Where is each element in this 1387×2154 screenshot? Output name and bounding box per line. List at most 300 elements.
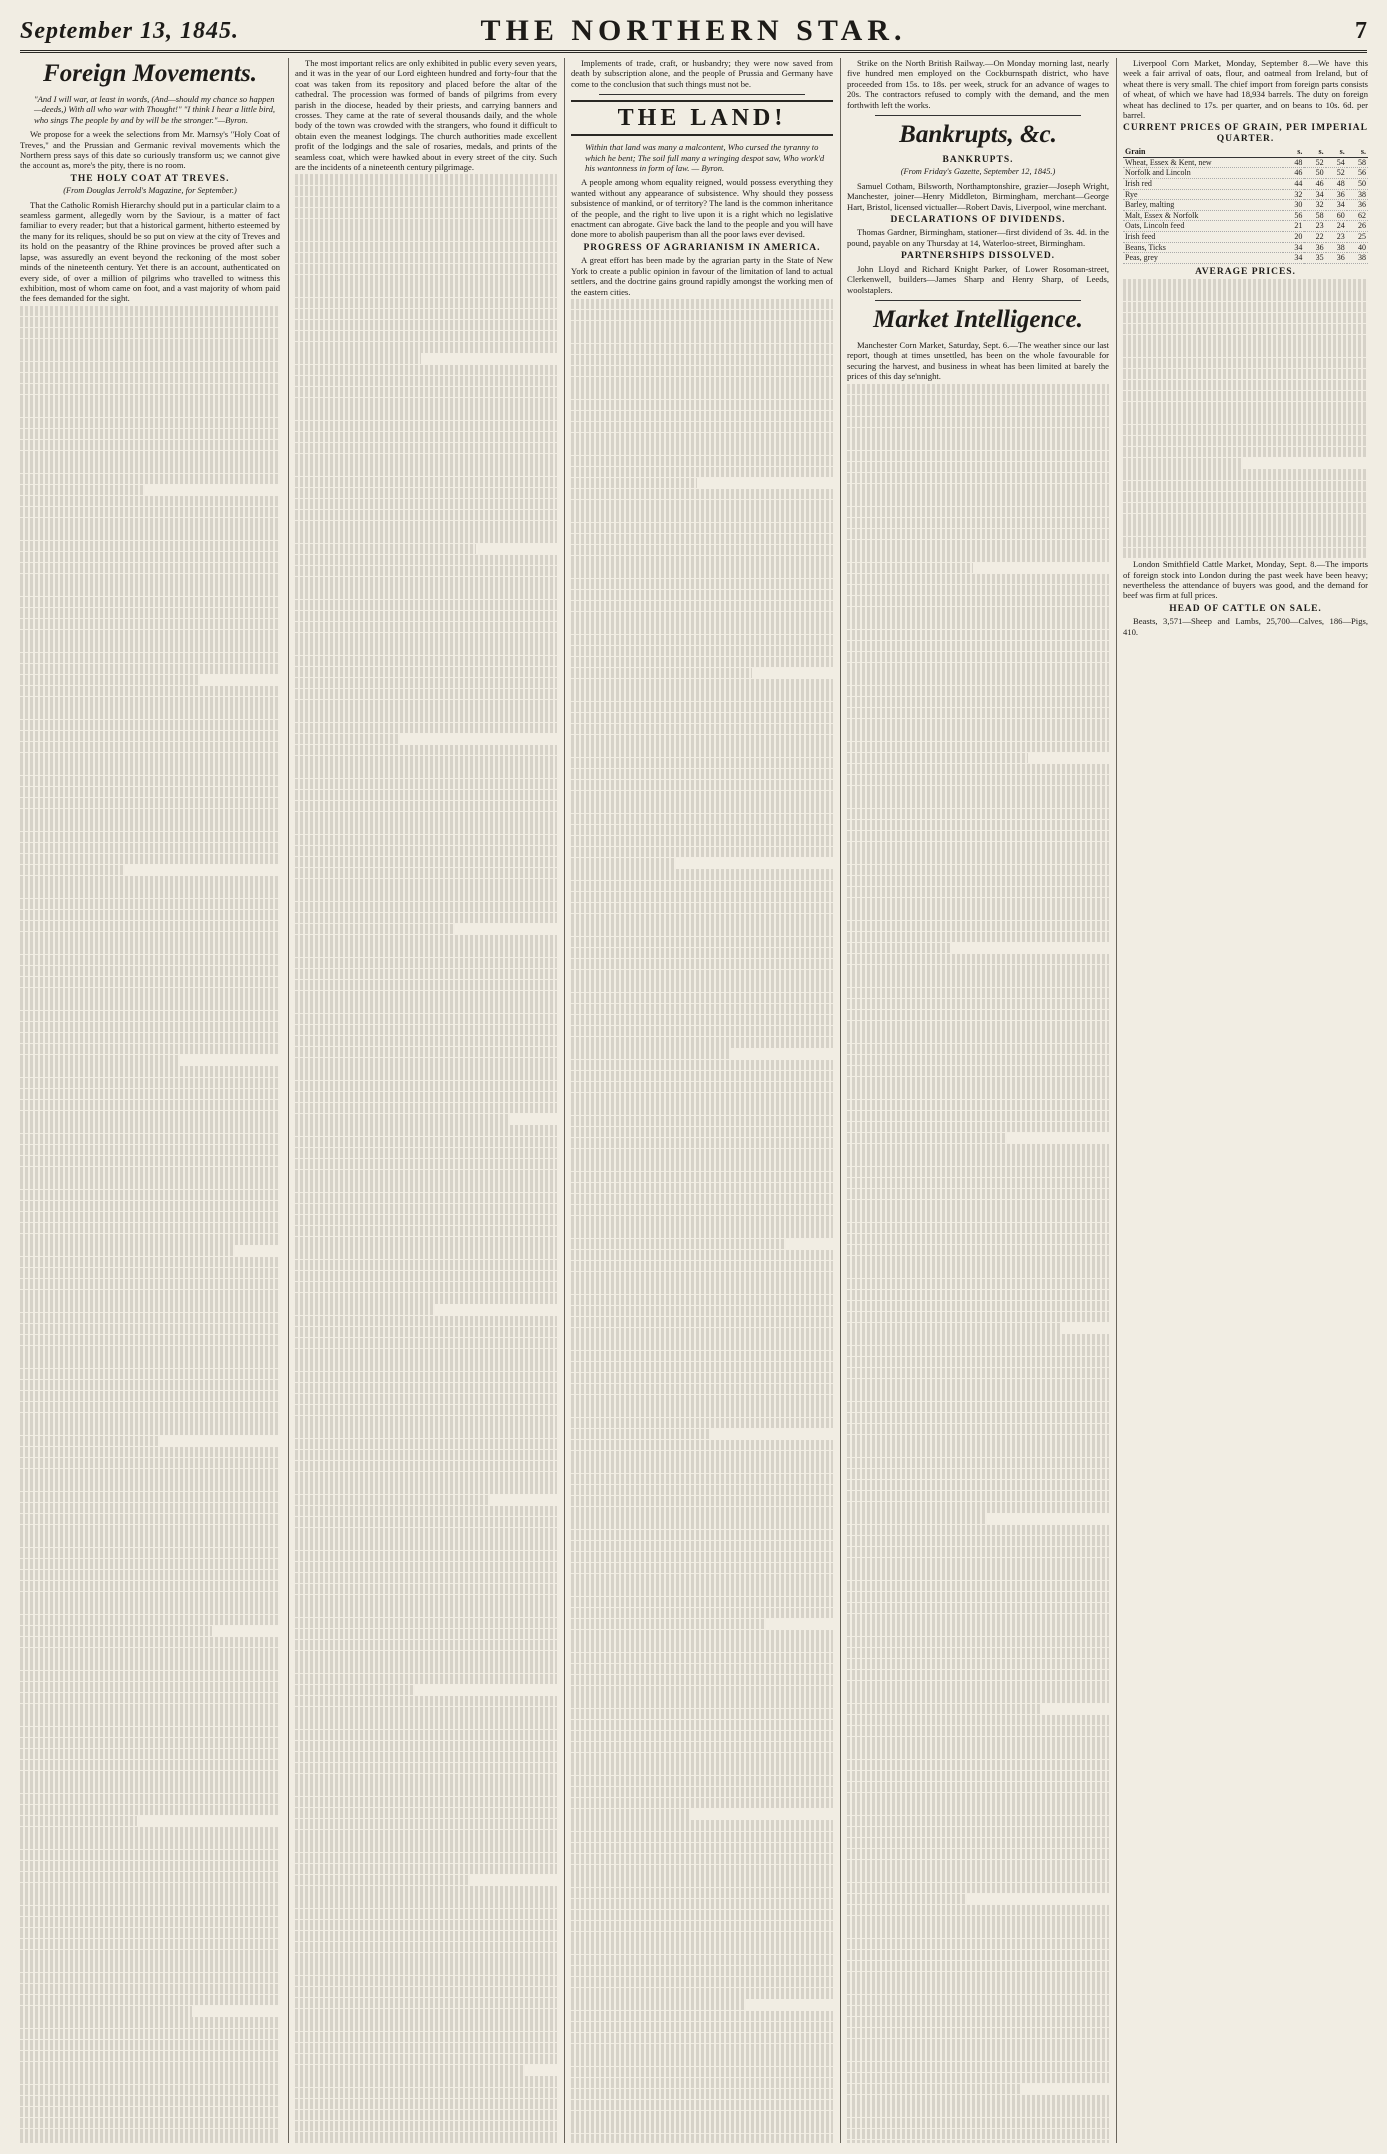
text-line xyxy=(571,814,833,824)
text-line xyxy=(847,1290,1109,1300)
text-line xyxy=(571,635,833,645)
text-line xyxy=(20,1391,280,1401)
text-line xyxy=(20,1357,280,1367)
text-line xyxy=(295,1685,413,1695)
text-line xyxy=(295,1897,557,1907)
text-line xyxy=(571,1239,786,1249)
text-line xyxy=(571,2111,833,2121)
text-line xyxy=(295,1741,557,1751)
text-line xyxy=(847,1939,1109,1949)
text-line xyxy=(847,1424,1109,1434)
text-line xyxy=(20,697,280,707)
text-line xyxy=(295,298,557,308)
text-line xyxy=(847,1771,1109,1781)
text-line xyxy=(847,853,1109,863)
text-line xyxy=(847,384,1109,394)
text-line xyxy=(20,2029,280,2039)
text-line xyxy=(847,2062,1109,2072)
text-line xyxy=(847,932,1109,942)
text-line xyxy=(847,1692,1109,1702)
text-line xyxy=(847,1983,1109,1993)
text-line xyxy=(20,977,280,987)
text-line xyxy=(847,831,1109,841)
text-line xyxy=(295,387,557,397)
text-line xyxy=(295,1964,557,1974)
text-line xyxy=(847,1760,1109,1770)
text-line xyxy=(847,1860,1109,1870)
text-line xyxy=(571,1697,833,1707)
text-line xyxy=(571,903,833,913)
text-line xyxy=(847,484,1109,494)
text-line xyxy=(295,488,557,498)
table-cell: 23 xyxy=(1326,232,1347,243)
text-line xyxy=(295,857,557,867)
text-line xyxy=(847,462,1109,472)
table-row xyxy=(1123,157,1368,168)
text-line xyxy=(847,574,1109,584)
text-line xyxy=(20,1503,280,1513)
text-line xyxy=(847,1838,1109,1848)
text-line xyxy=(571,780,833,790)
text-line xyxy=(20,585,280,595)
text-line xyxy=(847,1413,1109,1423)
text-line xyxy=(20,832,280,842)
text-line xyxy=(847,1961,1109,1971)
text-line xyxy=(571,1015,833,1025)
text-line xyxy=(571,2089,833,2099)
text-line xyxy=(571,1462,833,1472)
text-line xyxy=(571,1429,710,1439)
text-line xyxy=(295,2076,557,2086)
table-header-cell: s. xyxy=(1304,147,1325,157)
text-line xyxy=(571,746,833,756)
text-line xyxy=(295,286,557,296)
text-line xyxy=(847,2118,1109,2128)
text-line xyxy=(295,465,557,475)
text-line xyxy=(20,350,280,360)
text-line xyxy=(571,1172,833,1182)
text-line xyxy=(295,913,557,923)
text-line xyxy=(20,787,280,797)
text-line xyxy=(295,577,557,587)
text-line xyxy=(571,1843,833,1853)
text-line xyxy=(20,1637,280,1647)
text-line xyxy=(295,421,557,431)
text-line xyxy=(1123,469,1368,479)
text-line xyxy=(1123,447,1368,457)
text-line xyxy=(295,846,557,856)
table-header-cell: s. xyxy=(1283,147,1304,157)
text-line xyxy=(295,1483,557,1493)
text-line xyxy=(20,1469,280,1479)
article-paragraph: Manchester Corn Market, Saturday, Sept. 6.—The weather since our last report, though at times unsettled, has been on the whole favourable for securing the harvest, and business in wheat has been limited at barely the prices of this day se'nnight. xyxy=(847,339,1109,382)
text-line xyxy=(295,1002,557,1012)
text-line xyxy=(571,1764,833,1774)
text-line xyxy=(295,588,557,598)
text-line xyxy=(847,988,1109,998)
subheading-holy-coat: THE HOLY COAT AT TREVES. xyxy=(70,173,230,184)
text-line xyxy=(847,697,1109,707)
text-block xyxy=(1123,279,1368,559)
text-line xyxy=(571,1138,833,1148)
text-line xyxy=(295,1416,557,1426)
text-line xyxy=(295,1830,557,1840)
text-line xyxy=(571,1048,731,1058)
table-cell: 36 xyxy=(1347,200,1368,211)
text-line xyxy=(847,1927,1109,1937)
text-line xyxy=(295,2065,523,2075)
text-line xyxy=(20,373,280,383)
text-line xyxy=(847,1469,1109,1479)
text-line xyxy=(847,1950,1109,1960)
text-line xyxy=(295,2099,557,2109)
text-line xyxy=(20,1671,280,1681)
text-line xyxy=(20,999,280,1009)
text-line xyxy=(20,1659,280,1669)
text-line xyxy=(20,820,280,830)
text-line xyxy=(295,700,557,710)
table-cell: 60 xyxy=(1326,210,1347,221)
text-line xyxy=(847,674,1109,684)
text-line xyxy=(847,719,1109,729)
text-line xyxy=(571,2033,833,2043)
text-line xyxy=(571,1597,833,1607)
text-line xyxy=(20,1380,280,1390)
table-cell: 36 xyxy=(1326,189,1347,200)
text-line xyxy=(1123,346,1368,356)
text-line xyxy=(571,400,833,410)
table-header-cell: s. xyxy=(1326,147,1347,157)
text-line xyxy=(20,753,280,763)
text-line xyxy=(20,1861,280,1871)
text-line xyxy=(847,1816,1109,1826)
text-line xyxy=(295,1439,557,1449)
text-line xyxy=(295,1495,489,1505)
text-line xyxy=(20,1906,280,1916)
text-line xyxy=(1123,391,1368,401)
text-line xyxy=(571,1563,833,1573)
text-line xyxy=(847,1346,1109,1356)
subheading-partnerships: PARTNERSHIPS DISSOLVED. xyxy=(900,251,1056,262)
text-line xyxy=(847,921,1109,931)
text-line xyxy=(295,1718,557,1728)
article-paragraph: Implements of trade, craft, or husbandry; they were now saved from death by subscription alone, and the people of Prussia and Germany have come to the conclusion that such things must not be. xyxy=(571,58,833,89)
text-line xyxy=(571,1261,833,1271)
text-line xyxy=(571,567,833,577)
text-line xyxy=(847,1849,1109,1859)
text-line xyxy=(20,1883,280,1893)
text-line xyxy=(1123,525,1368,535)
text-line xyxy=(295,2121,557,2131)
text-line xyxy=(847,2095,1109,2105)
text-line xyxy=(295,1047,557,1057)
text-line xyxy=(847,1502,1109,1512)
text-line xyxy=(295,1808,557,1818)
table-cell: Rye xyxy=(1123,189,1283,200)
text-line xyxy=(571,925,833,935)
text-line xyxy=(571,444,833,454)
text-line xyxy=(571,1227,833,1237)
text-line xyxy=(20,429,280,439)
text-line xyxy=(20,1100,280,1110)
section-title-foreign-movements: Foreign Movements. xyxy=(43,60,257,87)
text-line xyxy=(295,801,557,811)
text-line xyxy=(20,1424,280,1434)
text-line xyxy=(295,924,455,934)
newspaper-title: THE NORTHERN STAR. xyxy=(480,14,907,47)
text-line xyxy=(20,1279,280,1289)
text-line xyxy=(571,1888,833,1898)
text-line xyxy=(571,1362,833,1372)
table-cell: 54 xyxy=(1326,157,1347,168)
text-line xyxy=(847,1010,1109,1020)
text-line xyxy=(20,1727,280,1737)
text-line xyxy=(847,518,1109,528)
text-line xyxy=(571,556,833,566)
text-line xyxy=(571,500,833,510)
text-line xyxy=(571,601,833,611)
text-line xyxy=(20,395,280,405)
table-cell: 35 xyxy=(1304,253,1325,264)
table-cell: 56 xyxy=(1283,210,1304,221)
section-title-the-land: THE LAND! xyxy=(571,100,833,136)
text-line xyxy=(847,1301,1109,1311)
text-line xyxy=(20,1022,280,1032)
text-line xyxy=(571,467,833,477)
text-line xyxy=(295,2032,557,2042)
text-line xyxy=(20,552,280,562)
text-line xyxy=(847,1334,1109,1344)
text-line xyxy=(20,1603,280,1613)
text-line xyxy=(20,1950,280,1960)
text-line xyxy=(571,1932,833,1942)
text-line xyxy=(295,555,557,565)
text-line xyxy=(1123,413,1368,423)
text-line xyxy=(295,1114,510,1124)
table-cell: Peas, grey xyxy=(1123,253,1283,264)
text-line xyxy=(847,1245,1109,1255)
text-line xyxy=(1123,290,1368,300)
text-line xyxy=(20,1917,280,1927)
text-line xyxy=(571,1384,833,1394)
text-line xyxy=(20,1548,280,1558)
text-line xyxy=(571,1205,833,1215)
text-line xyxy=(20,1011,280,1021)
text-line xyxy=(847,1077,1109,1087)
text-line xyxy=(295,1338,557,1348)
text-line xyxy=(20,1167,280,1177)
text-line xyxy=(571,2044,833,2054)
text-line xyxy=(847,1637,1109,1647)
text-line xyxy=(847,1670,1109,1680)
text-line xyxy=(20,943,280,953)
text-line xyxy=(571,1149,833,1159)
text-line xyxy=(847,1625,1109,1635)
text-line xyxy=(295,454,557,464)
text-line xyxy=(20,2017,280,2027)
text-line xyxy=(847,865,1109,875)
table-cell: 26 xyxy=(1347,221,1368,232)
text-line xyxy=(295,499,557,509)
text-line xyxy=(571,623,833,633)
text-line xyxy=(847,1379,1109,1389)
text-line xyxy=(847,943,952,953)
text-line xyxy=(20,899,280,909)
table-cell: 36 xyxy=(1304,242,1325,253)
text-line xyxy=(295,1595,557,1605)
text-line xyxy=(20,1458,280,1468)
text-line xyxy=(20,418,280,428)
text-line xyxy=(571,825,833,835)
text-line xyxy=(1123,481,1368,491)
text-line xyxy=(571,959,833,969)
text-line xyxy=(20,451,280,461)
text-line xyxy=(295,1674,557,1684)
text-line xyxy=(847,887,1109,897)
text-line xyxy=(571,713,833,723)
text-line xyxy=(571,1943,833,1953)
text-line xyxy=(571,1283,833,1293)
text-line xyxy=(571,422,833,432)
text-line xyxy=(571,702,833,712)
text-line xyxy=(20,742,280,752)
text-line xyxy=(1123,369,1368,379)
text-line xyxy=(295,611,557,621)
table-cell: 46 xyxy=(1304,179,1325,190)
text-line xyxy=(20,1492,280,1502)
table-cell: 44 xyxy=(1283,179,1304,190)
text-line xyxy=(20,1413,280,1423)
text-line xyxy=(295,1271,557,1281)
text-line xyxy=(847,1592,1109,1602)
text-line xyxy=(20,1145,280,1155)
text-line xyxy=(571,1832,833,1842)
text-line xyxy=(571,1664,833,1674)
text-line xyxy=(571,2022,833,2032)
text-line xyxy=(847,876,1109,886)
text-line xyxy=(20,1480,280,1490)
text-line xyxy=(571,1183,833,1193)
text-line xyxy=(295,1987,557,1997)
text-line xyxy=(847,1032,1109,1042)
text-line xyxy=(295,1450,557,1460)
text-line xyxy=(571,1104,833,1114)
text-line xyxy=(847,999,1109,1009)
text-line xyxy=(20,1570,280,1580)
text-line xyxy=(1123,492,1368,502)
text-line xyxy=(571,2055,833,2065)
table-header-cell: s. xyxy=(1347,147,1368,157)
article-paragraph: A great effort has been made by the agrarian party in the State of New York to create a public opinion in favour of the limitation of land to actual settlers, and the doctrine gains ground rapidly amongst the working men of the eastern cities. xyxy=(571,255,833,297)
text-line xyxy=(295,935,557,945)
text-line xyxy=(571,1272,833,1282)
text-line xyxy=(20,507,280,517)
text-line xyxy=(295,1025,557,1035)
text-line xyxy=(847,2073,1109,2083)
text-line xyxy=(20,1402,280,1412)
text-line xyxy=(847,1267,1109,1277)
text-line xyxy=(571,411,833,421)
text-line xyxy=(295,208,557,218)
table-cell: 52 xyxy=(1304,157,1325,168)
table-row xyxy=(1123,189,1368,200)
text-line xyxy=(295,376,557,386)
text-line xyxy=(20,1715,280,1725)
text-line xyxy=(571,523,833,533)
text-line xyxy=(20,865,124,875)
text-line xyxy=(20,2118,280,2128)
text-line xyxy=(295,365,557,375)
text-line xyxy=(847,529,1109,539)
text-line xyxy=(847,1122,1109,1132)
text-line xyxy=(571,1541,833,1551)
text-line xyxy=(571,478,697,488)
text-line xyxy=(571,1977,833,1987)
column-4 xyxy=(840,58,1115,2143)
text-line xyxy=(20,485,145,495)
text-line xyxy=(295,1931,557,1941)
text-line xyxy=(571,1507,833,1517)
text-line xyxy=(20,1771,280,1781)
text-line xyxy=(295,1942,557,1952)
text-line xyxy=(847,775,1109,785)
text-line xyxy=(295,958,557,968)
subheading-cattle: HEAD OF CATTLE ON SALE. xyxy=(1169,603,1322,614)
text-line xyxy=(847,1737,1109,1747)
text-line xyxy=(847,2140,1109,2143)
text-line xyxy=(571,366,833,376)
article-paragraph: Strike on the North British Railway.—On Monday morning last, nearly five hundred men employed on the Cockburnspath district, who have proceeded from 15s. to 18s. per week, struck for an advance of wages to 20s. The contractors refused to comply with the demand, and the men forthwith left the works. xyxy=(847,58,1109,110)
table-cell: Wheat, Essex & Kent, new xyxy=(1123,157,1283,168)
text-line xyxy=(571,511,833,521)
text-line xyxy=(20,809,280,819)
text-line xyxy=(847,764,1109,774)
text-line xyxy=(571,1328,833,1338)
text-line xyxy=(1123,514,1368,524)
text-line xyxy=(571,545,833,555)
text-line xyxy=(571,2134,833,2143)
table-cell: 48 xyxy=(1283,157,1304,168)
text-line xyxy=(847,1782,1109,1792)
text-line xyxy=(571,1093,833,1103)
text-line xyxy=(571,1250,833,1260)
text-line xyxy=(295,1014,557,1024)
text-line xyxy=(847,1144,1109,1154)
text-line xyxy=(295,1461,557,1471)
text-line xyxy=(571,1406,833,1416)
text-line xyxy=(571,433,833,443)
text-line xyxy=(295,1394,557,1404)
table-cell: 24 xyxy=(1326,221,1347,232)
text-line xyxy=(20,518,280,528)
text-line xyxy=(571,1160,833,1170)
text-line xyxy=(295,1640,557,1650)
article-paragraph: The most important relics are only exhibited in public every seven years, and it was in the year of our Lord eighteen hundred and forty-four that the coat was taken from its repository and placed before the altar of the cathedral. The procession was formed of bands of pilgrims from every parish in the diocese, headed by their priests, and carrying banners and crosses. They came at the rate of several thousands daily, and the whole body of the town was crowded with the strangers, who found it difficult to obtain even the meanest lodgings. The church authorities made excellent profit of the lodgings and the sale of rosaries, medals, and prints of the seamless coat, which were hawked about in every street of the city. Such are the incidents of a nineteenth century pilgrimage. xyxy=(295,58,557,173)
masthead xyxy=(20,10,1367,53)
table-row xyxy=(1123,221,1368,232)
text-line xyxy=(571,1641,833,1651)
text-line xyxy=(295,275,557,285)
text-line xyxy=(847,2039,1109,2049)
text-line xyxy=(847,809,1109,819)
text-line xyxy=(295,1103,557,1113)
subheading-bankrupts: BANKRUPTS. xyxy=(942,155,1014,166)
text-line xyxy=(571,1776,833,1786)
text-line xyxy=(571,836,833,846)
text-line xyxy=(295,1774,557,1784)
article-paragraph: Liverpool Corn Market, Monday, September 8.—We have this week a fair arrival of oats, flour, and oatmeal from Ireland, but of wheat there is very small. The chief import from foreign parts consists of wheat, of which we have had 18,934 barrels. The duty on foreign wheat has declined to 17s. per quarter, and on beans to 10s. 6d. per barrel. xyxy=(1123,58,1368,121)
text-line xyxy=(295,1562,557,1572)
